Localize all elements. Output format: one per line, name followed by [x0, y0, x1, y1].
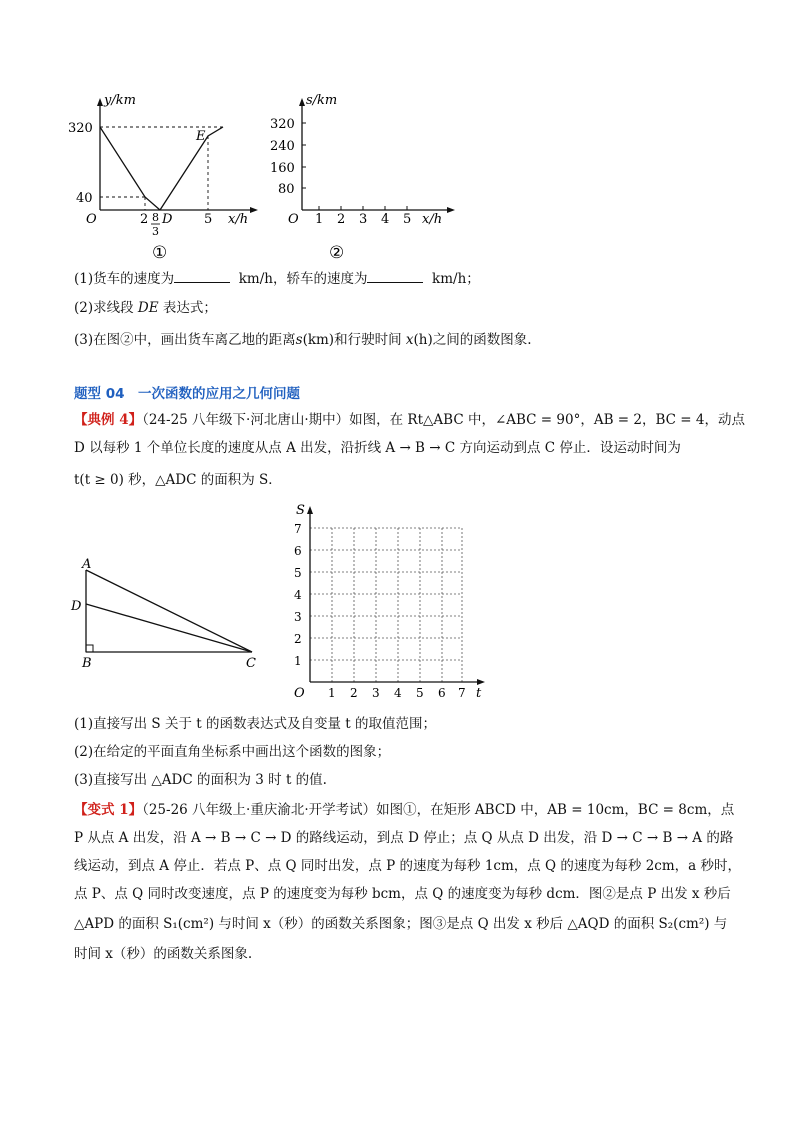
variant-1-line-1: 【变式 1】（25-26 八年级上·重庆渝北·开学考试）如图①，在矩形 ABCD 中，AB = 10cm，BC = 8cm，点 — [74, 802, 735, 818]
example-4-line-2: D 以每秒 1 个单位长度的速度从点 A 出发，沿折线 A → B → C 方向运动到点 C 停止．设运动时间为 — [74, 440, 681, 456]
triangle-figure — [70, 552, 270, 672]
variant-1-line-6: 时间 x（秒）的函数关系图象. — [74, 946, 253, 962]
y-tick-4: 4 — [294, 588, 302, 602]
x-tick-5: 5 — [403, 212, 412, 227]
x-tick-frac-num: 8 — [152, 211, 159, 224]
x-axis-label: x/h — [422, 212, 443, 227]
example-4-question-3: (3)直接写出 △ADC 的面积为 3 时 t 的值. — [74, 772, 327, 788]
answer-blank-2[interactable] — [367, 268, 423, 283]
example-4-question-2: (2)在给定的平面直角坐标系中画出这个函数的图象； — [74, 744, 391, 760]
vertex-b-label: B — [82, 656, 92, 671]
x-tick-7: 7 — [458, 686, 466, 700]
question-3: (3)在图②中，画出货车离乙地的距离s(km)和行驶时间 x(h)之间的函数图象. — [74, 332, 532, 348]
y-tick-7: 7 — [294, 522, 302, 536]
y-tick-160: 160 — [270, 161, 295, 176]
x-tick-1: 1 — [315, 212, 324, 227]
origin-label: O — [86, 212, 97, 227]
origin-label: O — [288, 212, 299, 227]
x-tick-3: 3 — [372, 686, 380, 700]
y-axis-label: s/km — [306, 93, 338, 108]
example-4-line-3: t(t ≥ 0) 秒，△ADC 的面积为 S． — [74, 472, 282, 488]
example-4-question-1: (1)直接写出 S 关于 t 的函数表达式及自变量 t 的取值范围； — [74, 716, 436, 732]
figure-2-graph — [262, 90, 462, 265]
y-tick-80: 80 — [278, 182, 295, 197]
grid-lines — [310, 528, 462, 682]
variant-1-line-2: P 从点 A 出发，沿 A → B → C → D 的路线运动，到点 D 停止；点 Q 从点 D 出发，沿 D → C → B → A 的路 — [74, 830, 734, 846]
y-tick-320: 320 — [270, 117, 295, 132]
figure-1-caption: ① — [152, 243, 168, 263]
y-tick-3: 3 — [294, 610, 302, 624]
x-axis-label: t — [476, 686, 482, 701]
x-tick-2: 2 — [350, 686, 358, 700]
y-tick-240: 240 — [270, 139, 295, 154]
x-tick-2: 2 — [337, 212, 346, 227]
x-axis-label: x/h — [228, 212, 249, 227]
graph-line-car — [160, 127, 223, 210]
x-tick-frac-den: 3 — [152, 225, 159, 238]
y-tick-320: 320 — [68, 121, 93, 136]
x-tick-6: 6 — [438, 686, 446, 700]
figure-2-caption: ② — [329, 243, 345, 263]
variant-1-line-3: 线运动，到点 A 停止．若点 P、点 Q 同时出发，点 P 的速度为每秒 1cm，点 Q 的速度为每秒 2cm，a 秒时， — [74, 858, 741, 874]
variant-1-line-5: △APD 的面积 S₁(cm²) 与时间 x（秒）的函数关系图象；图③是点 Q 出发 x 秒后 △AQD 的面积 S₂(cm²) 与 — [74, 916, 728, 932]
vertex-a-label: A — [82, 557, 92, 572]
x-tick-3: 3 — [359, 212, 368, 227]
question-2: (2)求线段 DE 表达式； — [74, 300, 217, 316]
graph-line-truck — [100, 127, 160, 210]
x-tick-2: 2 — [140, 212, 149, 227]
y-axis-label: y/km — [104, 93, 136, 108]
y-tick-2: 2 — [294, 632, 302, 646]
y-tick-1: 1 — [294, 654, 302, 668]
example-4-line-1: 【典例 4】（24-25 八年级下·河北唐山·期中）如图，在 Rt△ABC 中，∠ABC = 90°，AB = 2，BC = 4，动点 — [74, 412, 745, 428]
y-tick-40: 40 — [76, 191, 93, 206]
x-tick-4: 4 — [394, 686, 402, 700]
vertex-c-label: C — [246, 656, 256, 671]
section-title: 题型 04 一次函数的应用之几何问题 — [74, 386, 300, 402]
y-tick-5: 5 — [294, 566, 302, 580]
x-tick-4: 4 — [381, 212, 390, 227]
x-tick-5: 5 — [416, 686, 424, 700]
y-axis-label: S — [296, 503, 305, 518]
y-tick-6: 6 — [294, 544, 302, 558]
answer-blank-1[interactable] — [174, 268, 230, 283]
question-1: (1)货车的速度为 km/h，轿车的速度为 km/h； — [74, 268, 480, 289]
point-d-label: D — [162, 212, 173, 227]
origin-label: O — [294, 686, 305, 701]
x-tick-1: 1 — [328, 686, 336, 700]
coordinate-grid — [282, 500, 492, 705]
point-d-label: D — [71, 599, 82, 614]
variant-1-line-4: 点 P、点 Q 同时改变速度，点 P 的速度变为每秒 bcm，点 Q 的速度变为每秒 dcm．图②是点 P 出发 x 秒后 — [74, 886, 731, 902]
figure-1-graph — [60, 90, 260, 265]
point-e-label: E — [196, 129, 206, 144]
example-4-tag: 【典例 4】 — [74, 412, 143, 428]
variant-1-tag: 【变式 1】 — [74, 802, 143, 818]
x-tick-5: 5 — [204, 212, 213, 227]
right-angle-mark — [86, 645, 93, 652]
